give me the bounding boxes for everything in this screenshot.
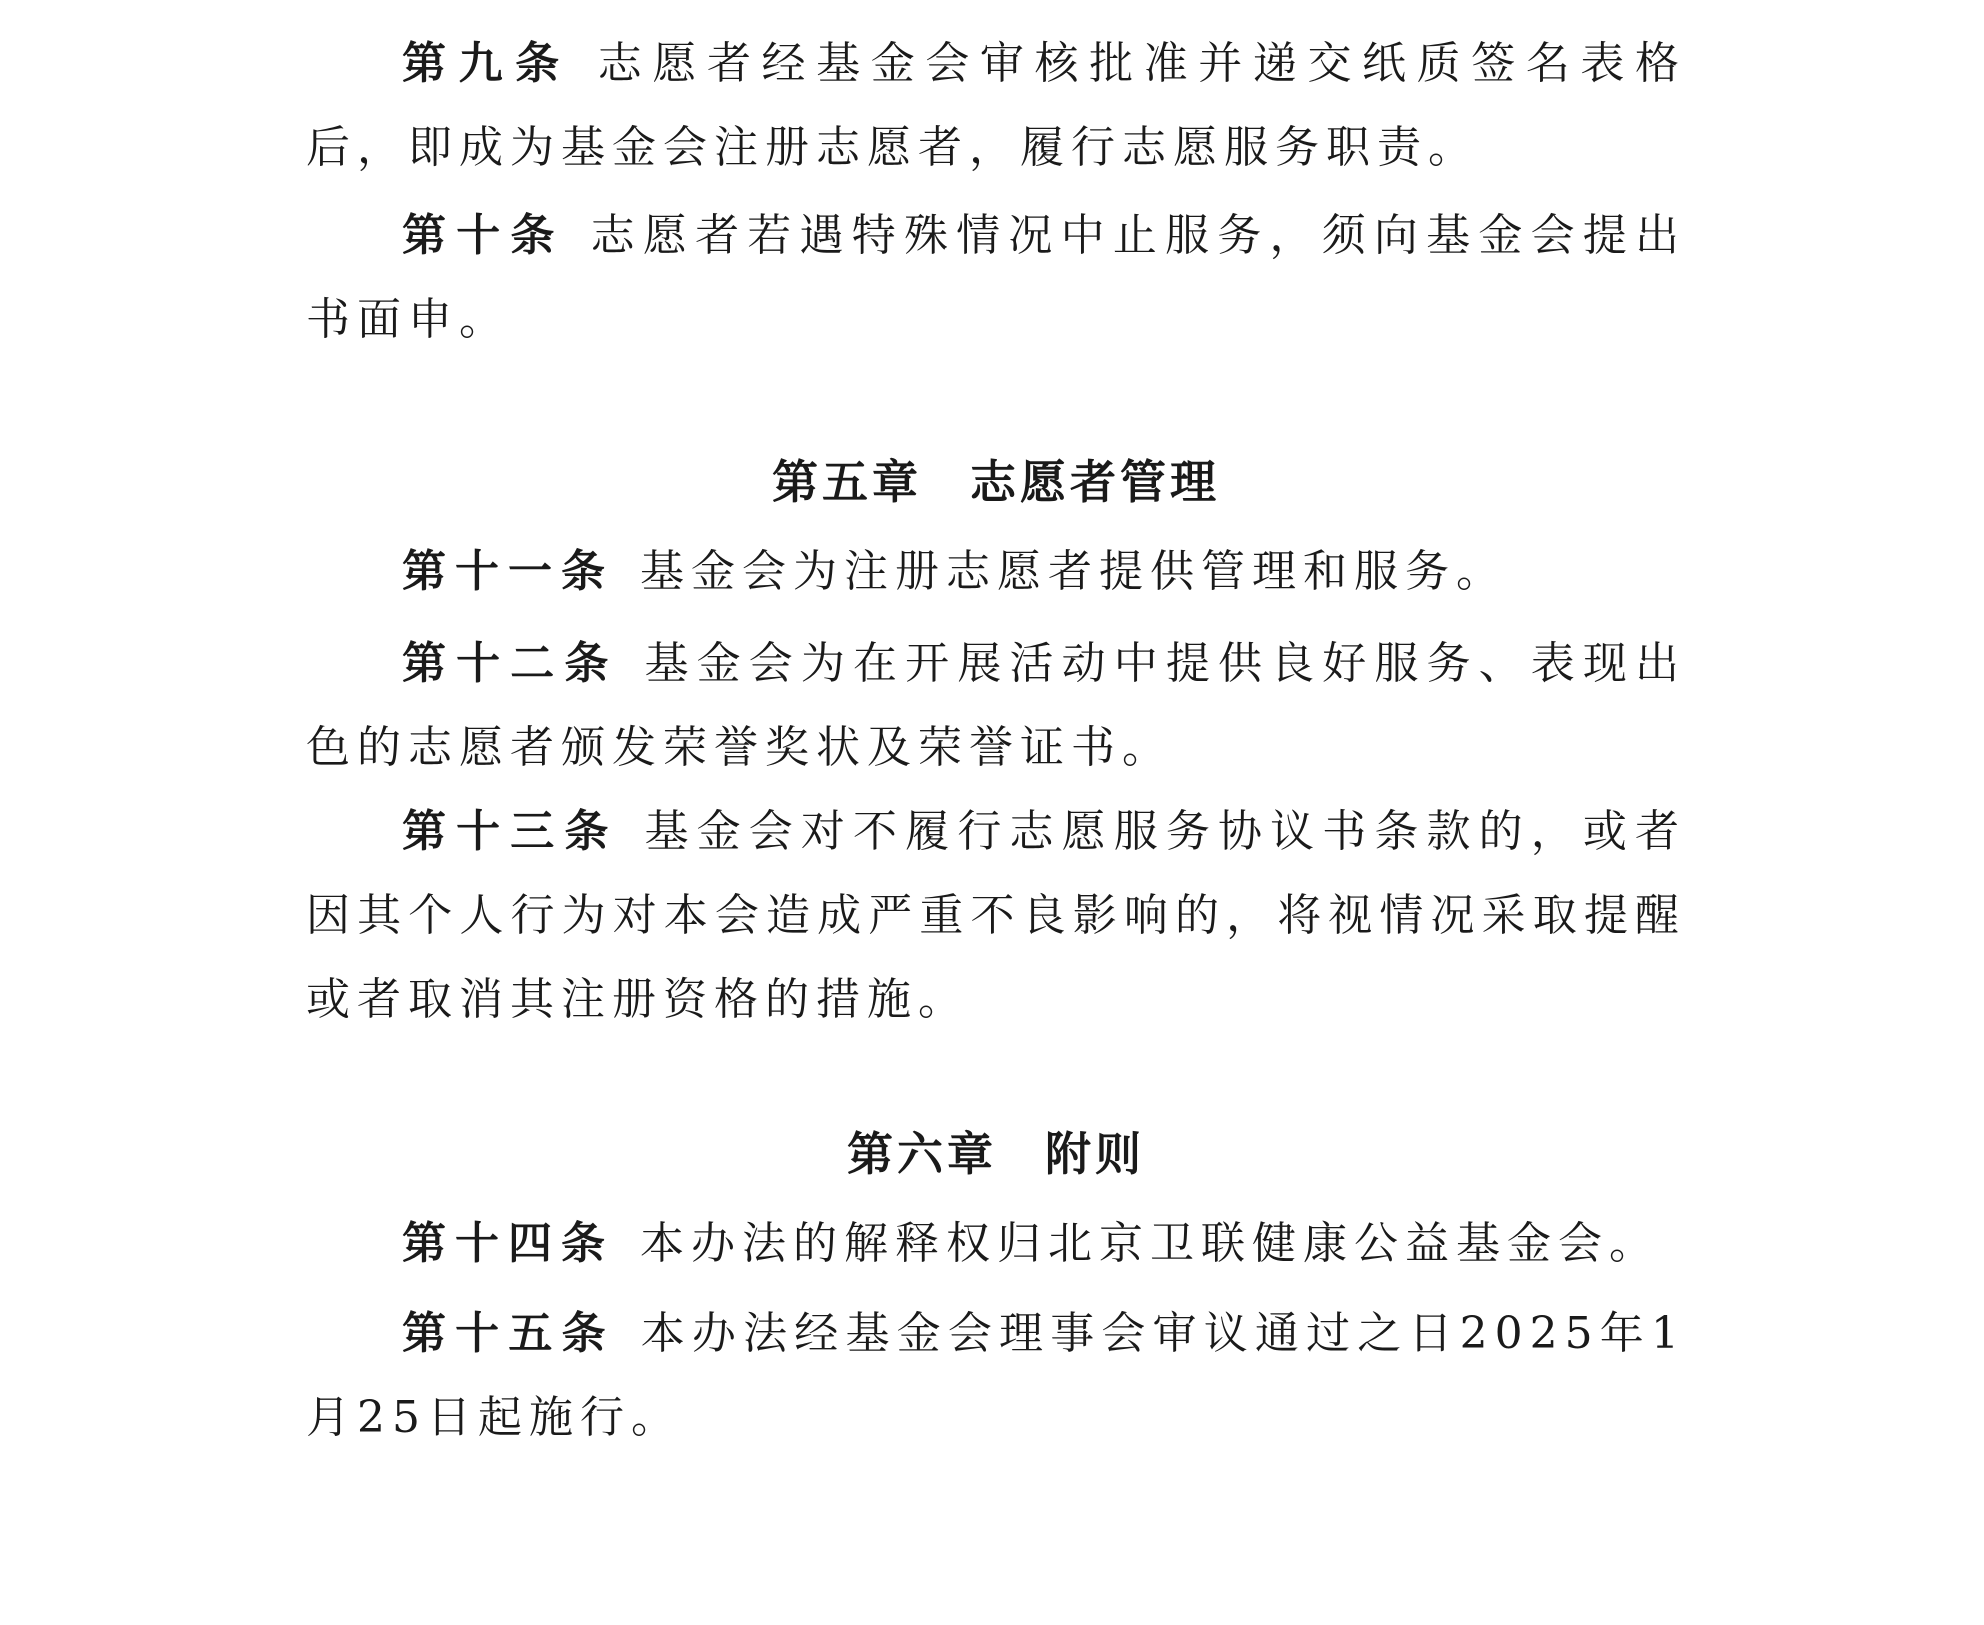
article-10 bbox=[306, 194, 1686, 362]
article-number: 第十二条 bbox=[402, 638, 619, 689]
chapter-number: 第五章 bbox=[772, 455, 922, 509]
article-text: 志愿者若遇特殊情况中止服务，须向基金会提出书面申。 bbox=[306, 210, 1687, 345]
chapter-heading-5 bbox=[306, 440, 1686, 524]
article-number: 第十五条 bbox=[402, 1308, 615, 1359]
article-text: 基金会为在开展活动中提供良好服务、表现出色的志愿者颁发荣誉奖状及荣誉证书。 bbox=[306, 638, 1687, 773]
article-text: 基金会为注册志愿者提供管理和服务。 bbox=[640, 546, 1507, 597]
chapter-number: 第六章 bbox=[847, 1127, 997, 1181]
article-13 bbox=[306, 790, 1686, 1042]
article-15 bbox=[306, 1292, 1686, 1460]
article-number: 第十条 bbox=[402, 210, 565, 261]
article-text: 本办法经基金会理事会审议通过之日2025年1月25日起施行。 bbox=[306, 1308, 1686, 1443]
article-14 bbox=[306, 1202, 1686, 1286]
chapter-heading-6 bbox=[306, 1112, 1686, 1196]
article-11 bbox=[306, 530, 1686, 614]
article-9 bbox=[306, 22, 1686, 190]
article-number: 第十一条 bbox=[402, 546, 614, 597]
article-number: 第十四条 bbox=[402, 1218, 614, 1269]
article-12 bbox=[306, 622, 1686, 790]
article-text: 基金会对不履行志愿服务协议书条款的，或者因其个人行为对本会造成严重不良影响的，将视情况采取提醒或者取消其注册资格的措施。 bbox=[306, 806, 1687, 1025]
article-number: 第九条 bbox=[402, 38, 572, 89]
article-text: 本办法的解释权归北京卫联健康公益基金会。 bbox=[640, 1218, 1660, 1269]
chapter-title: 附则 bbox=[1045, 1127, 1145, 1181]
article-number: 第十三条 bbox=[402, 806, 619, 857]
article-text: 志愿者经基金会审核批准并递交纸质签名表格后，即成为基金会注册志愿者，履行志愿服务职责。 bbox=[306, 38, 1687, 173]
chapter-title: 志愿者管理 bbox=[970, 455, 1220, 509]
